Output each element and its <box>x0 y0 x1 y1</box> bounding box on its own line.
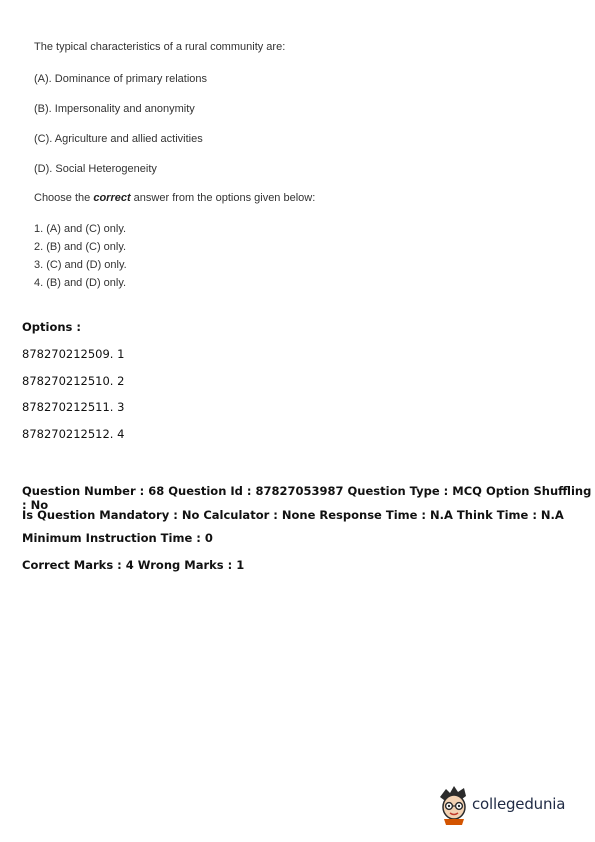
meta-line-3: Minimum Instruction Time : 0 <box>22 531 213 545</box>
logo-text: collegedunia <box>472 795 566 813</box>
meta-line-1: Question Number : 68 Question Id : 87827053987 Question Type : MCQ Option Shuffling : No <box>22 484 592 512</box>
choice-1: 1. (A) and (C) only. <box>34 223 127 235</box>
meta-line-4: Correct Marks : 4 Wrong Marks : 1 <box>22 558 245 572</box>
mascot-icon <box>436 783 472 827</box>
option-item-3: 878270212511. 3 <box>22 400 125 414</box>
options-heading: Options : <box>22 320 81 334</box>
choose-prefix: Choose the <box>34 192 94 204</box>
question-prompt: The typical characteristics of a rural community are: <box>34 41 286 53</box>
choice-3: 3. (C) and (D) only. <box>34 259 127 271</box>
statement-d: (D). Social Heterogeneity <box>34 163 157 175</box>
statement-b: (B). Impersonality and anonymity <box>34 103 195 115</box>
option-item-2: 878270212510. 2 <box>22 374 125 388</box>
meta-line-2: Is Question Mandatory : No Calculator : None Response Time : N.A Think Time : N.A <box>22 508 564 522</box>
choice-4: 4. (B) and (D) only. <box>34 277 127 289</box>
collegedunia-logo <box>436 783 576 827</box>
choice-2: 2. (B) and (C) only. <box>34 241 127 253</box>
statement-c: (C). Agriculture and allied activities <box>34 133 203 145</box>
question-block <box>34 40 554 289</box>
statement-a: (A). Dominance of primary relations <box>34 73 208 85</box>
choose-instruction <box>34 192 315 204</box>
choose-suffix: answer from the options given below: <box>130 192 316 204</box>
choose-emphasis: correct <box>93 192 131 204</box>
option-item-4: 878270212512. 4 <box>22 427 125 441</box>
option-item-1: 878270212509. 1 <box>22 347 125 361</box>
